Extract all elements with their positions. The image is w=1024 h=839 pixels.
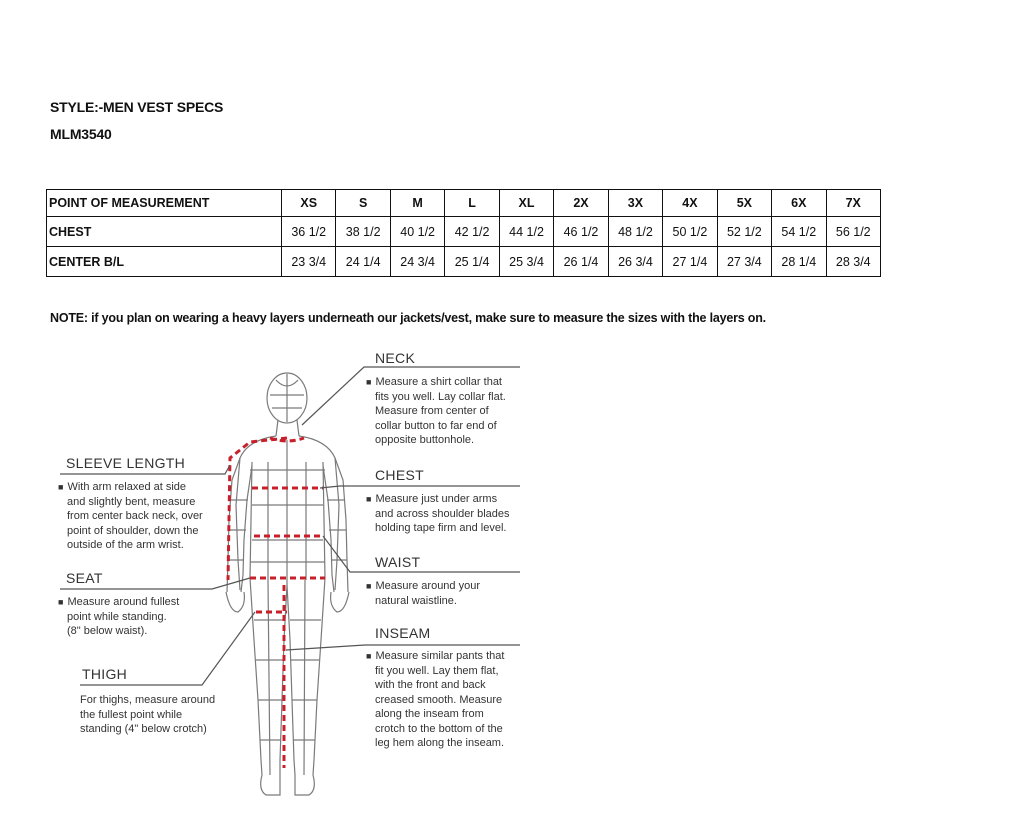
measurement-value-cell: 46 1/2 <box>554 217 608 247</box>
column-header-size: 7X <box>826 190 880 217</box>
style-title: STYLE:-MEN VEST SPECS <box>50 99 224 115</box>
description-line <box>366 375 506 390</box>
measurement-value-cell: 25 3/4 <box>499 247 553 277</box>
description-text: collar button to far end of <box>375 419 497 432</box>
description-line <box>366 433 506 448</box>
description-text: opposite buttonhole. <box>375 434 475 446</box>
description-text: with the front and back <box>375 679 486 691</box>
description-line <box>366 594 480 609</box>
column-header-size: XL <box>499 190 553 217</box>
description-line <box>366 507 510 522</box>
measurement-value-cell: 26 1/4 <box>554 247 608 277</box>
description-text: holding tape firm and level. <box>375 522 507 534</box>
sleeve-measure-line <box>228 438 287 580</box>
neck-label: NECK <box>375 350 416 366</box>
description-text: Measure around your <box>375 580 480 592</box>
waist-description <box>366 579 480 608</box>
description-text: Measure a shirt collar that <box>375 376 502 388</box>
description-line <box>366 404 506 419</box>
description-line <box>366 390 506 405</box>
measurement-value-cell: 38 1/2 <box>336 217 390 247</box>
description-text: point while standing. <box>67 610 167 623</box>
measurement-name-cell: CENTER B/L <box>47 247 282 277</box>
description-text: natural waistline. <box>375 594 457 607</box>
description-text: Measure around fullest <box>67 596 180 608</box>
description-line <box>58 480 203 495</box>
description-line <box>366 419 506 434</box>
measurement-value-cell: 28 1/4 <box>772 247 826 277</box>
measurement-value-cell: 50 1/2 <box>663 217 717 247</box>
column-header-size: 3X <box>608 190 662 217</box>
measurement-value-cell: 48 1/2 <box>608 217 662 247</box>
description-line <box>366 678 504 693</box>
bullet-icon: ■ <box>366 581 372 591</box>
waist-leader <box>323 536 520 572</box>
description-text: fit you well. Lay them flat, <box>375 664 499 677</box>
description-line <box>80 708 215 723</box>
column-header-size: L <box>445 190 499 217</box>
column-header-size: 5X <box>717 190 771 217</box>
description-text: Measure just under arms <box>375 493 498 505</box>
measurement-value-cell: 26 3/4 <box>608 247 662 277</box>
measurement-value-cell: 24 1/4 <box>336 247 390 277</box>
description-text: and across shoulder blades <box>375 507 510 520</box>
style-code: MLM3540 <box>50 126 112 142</box>
measurement-value-cell: 25 1/4 <box>445 247 499 277</box>
column-header-size: 2X <box>554 190 608 217</box>
description-line <box>58 595 179 610</box>
description-line <box>366 579 480 594</box>
measurement-value-cell: 36 1/2 <box>282 217 336 247</box>
column-header-point-of-measurement: POINT OF MEASUREMENT <box>47 190 282 217</box>
column-header-size: S <box>336 190 390 217</box>
measurement-value-cell: 54 1/2 <box>772 217 826 247</box>
description-text: crotch to the bottom of the <box>375 722 503 735</box>
note-text: NOTE: if you plan on wearing a heavy layers underneath our jackets/vest, make sure to measure the sizes with the layers on. <box>50 311 766 325</box>
measurement-value-cell: 28 3/4 <box>826 247 880 277</box>
description-line <box>58 624 179 639</box>
inseam-label: INSEAM <box>375 625 431 641</box>
measurement-name-cell: CHEST <box>47 217 282 247</box>
column-header-size: 6X <box>772 190 826 217</box>
description-text: leg hem along the inseam. <box>375 737 505 749</box>
description-line <box>366 707 504 722</box>
description-text: and slightly bent, measure <box>67 495 196 508</box>
measurement-value-cell: 40 1/2 <box>390 217 444 247</box>
description-line <box>58 538 203 553</box>
column-header-size: M <box>390 190 444 217</box>
description-line <box>366 693 504 708</box>
measurement-value-cell: 42 1/2 <box>445 217 499 247</box>
description-line <box>58 495 203 510</box>
waist-label: WAIST <box>375 554 421 570</box>
description-text: point of shoulder, down the <box>67 524 199 537</box>
measurement-value-cell: 27 3/4 <box>717 247 771 277</box>
bullet-icon: ■ <box>58 482 64 492</box>
description-line <box>58 610 179 625</box>
description-text: Measure from center of <box>375 405 489 417</box>
measurement-value-cell: 44 1/2 <box>499 217 553 247</box>
sleeve-length-label: SLEEVE LENGTH <box>66 455 186 471</box>
measurement-value-cell: 52 1/2 <box>717 217 771 247</box>
sleeve-length-description <box>58 480 203 553</box>
bullet-icon: ■ <box>58 597 64 607</box>
description-text: For thighs, measure around <box>80 694 216 706</box>
measurement-value-cell: 23 3/4 <box>282 247 336 277</box>
description-line <box>366 664 504 679</box>
measure-lines <box>228 438 325 768</box>
description-text: Measure similar pants that <box>375 650 505 662</box>
description-text: standing (4" below crotch) <box>80 723 207 735</box>
chest-label: CHEST <box>375 467 424 483</box>
description-line <box>366 736 504 751</box>
description-text: from center back neck, over <box>67 510 203 522</box>
chest-leader <box>320 486 520 488</box>
measurement-value-cell: 27 1/4 <box>663 247 717 277</box>
description-line <box>366 521 510 536</box>
neck-description <box>366 375 506 448</box>
description-text: outside of the arm wrist. <box>67 539 184 551</box>
description-line <box>366 649 504 664</box>
inseam-description <box>366 649 504 751</box>
description-text: fits you well. Lay collar flat. <box>375 390 506 403</box>
description-text: along the inseam from <box>375 708 484 720</box>
description-line <box>58 509 203 524</box>
seat-label: SEAT <box>66 570 103 586</box>
description-text: creased smooth. Measure <box>375 693 503 706</box>
description-line <box>80 693 215 708</box>
description-text: (8" below waist). <box>67 625 148 637</box>
seat-description <box>58 595 179 639</box>
description-text: With arm relaxed at side <box>67 481 187 493</box>
description-line <box>366 492 510 507</box>
thigh-label: THIGH <box>82 666 128 682</box>
description-line <box>80 722 215 737</box>
thigh-description <box>80 693 215 737</box>
chest-description <box>366 492 510 536</box>
bullet-icon: ■ <box>366 651 372 661</box>
description-line <box>366 722 504 737</box>
bullet-icon: ■ <box>366 377 372 387</box>
measurement-value-cell: 56 1/2 <box>826 217 880 247</box>
column-header-size: XS <box>282 190 336 217</box>
body-outline <box>226 373 349 795</box>
description-text: the fullest point while <box>80 708 183 721</box>
measurement-value-cell: 24 3/4 <box>390 247 444 277</box>
column-header-size: 4X <box>663 190 717 217</box>
description-line <box>58 524 203 539</box>
bullet-icon: ■ <box>366 494 372 504</box>
